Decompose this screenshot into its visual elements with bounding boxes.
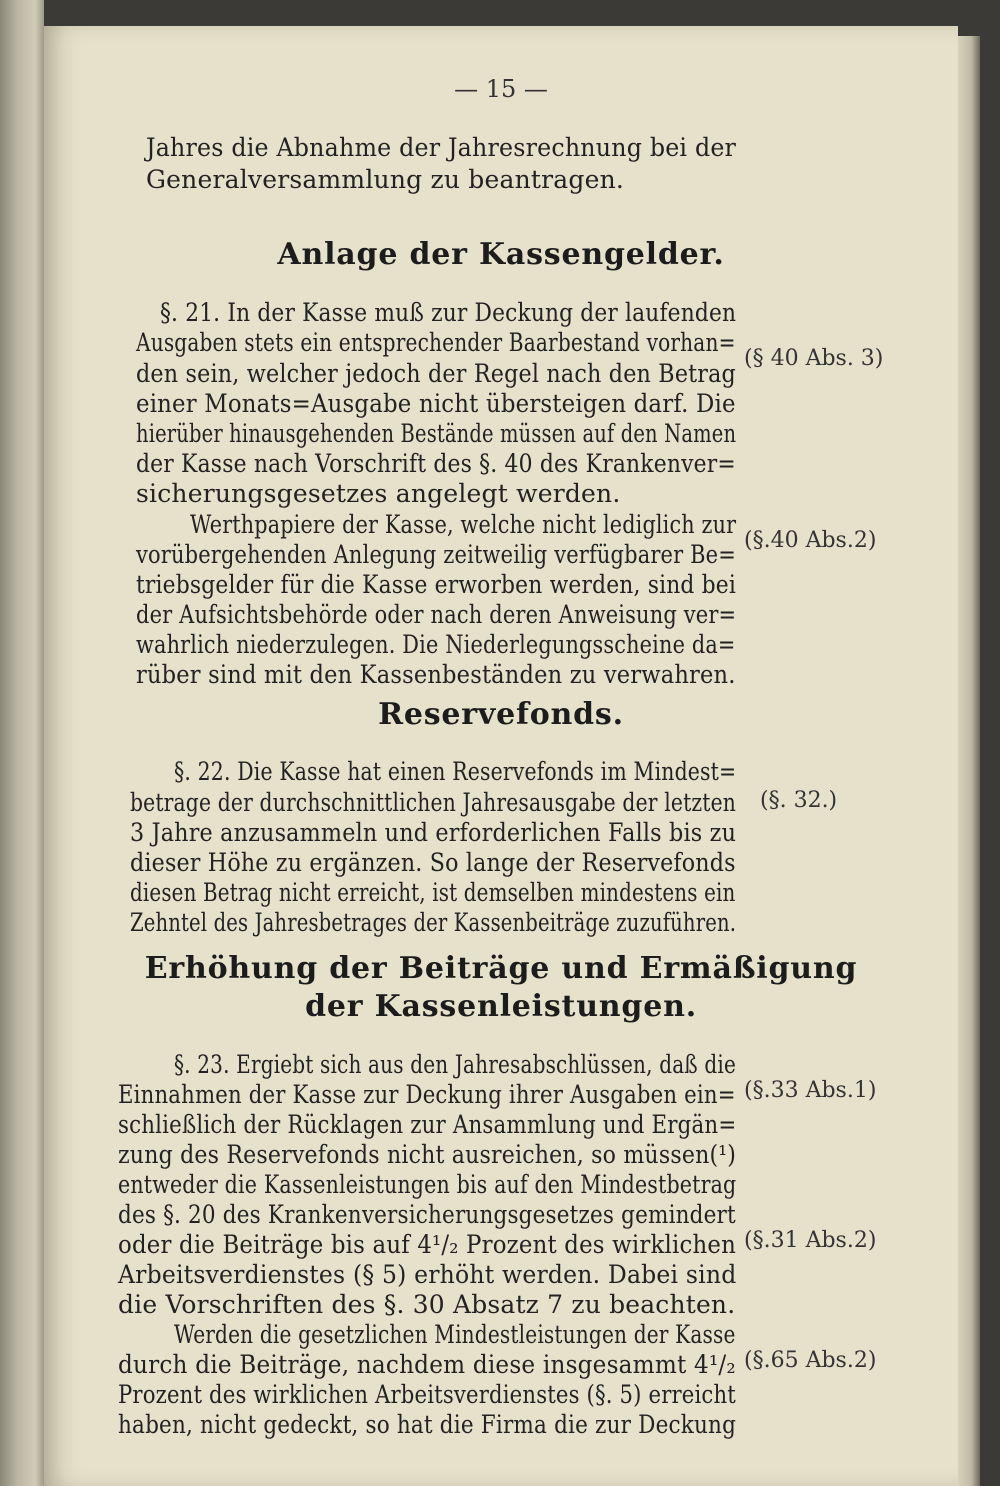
- book-page: [44, 26, 958, 1486]
- page-number: — 15 —: [454, 75, 548, 103]
- text-line: schließlich der Rücklagen zur Ansammlung und Ergän=: [118, 1110, 737, 1139]
- text-line: triebsgelder für die Kasse erworben werden, sind bei: [136, 570, 737, 599]
- text-line: einer Monats=Ausgabe nicht übersteigen darf. Die: [136, 389, 736, 418]
- text-line: des §. 20 des Krankenversicherungsgesetzes gemindert: [118, 1200, 736, 1229]
- text-line: oder die Beiträge bis auf 4¹/₂ Prozent des wirklichen: [118, 1230, 736, 1259]
- text-line: durch die Beiträge, nachdem diese insgesammt 4¹/₂: [118, 1350, 736, 1379]
- margin-note: (§.65 Abs.2): [744, 1348, 877, 1373]
- text-line: Ausgaben stets ein entsprechender Baarbestand vorhan=: [136, 328, 736, 357]
- text-line: rüber sind mit den Kassenbeständen zu verwahren.: [136, 660, 736, 689]
- text-line: §. 22. Die Kasse hat einen Reservefonds im Mindest=: [174, 757, 737, 786]
- text-line: vorübergehenden Anlegung zeitweilig verfügbarer Be=: [136, 540, 736, 569]
- section-heading: Reservefonds.: [378, 697, 624, 732]
- text-line: der Aufsichtsbehörde oder nach deren Anweisung ver=: [136, 600, 737, 629]
- text-line: Prozent des wirklichen Arbeitsverdienstes (§. 5) erreicht: [118, 1380, 736, 1409]
- text-line: 3 Jahre anzusammeln und erforderlichen Falls bis zu: [130, 818, 737, 847]
- text-line: entweder die Kassenleistungen bis auf den Mindestbetrag: [118, 1170, 737, 1199]
- text-line: §. 21. In der Kasse muß zur Deckung der laufenden: [160, 298, 737, 327]
- text-line: haben, nicht gedeckt, so hat die Firma die zur Deckung: [118, 1410, 737, 1439]
- text-line: Werthpapiere der Kasse, welche nicht lediglich zur: [190, 510, 737, 539]
- text-line: hierüber hinausgehenden Bestände müssen auf den Namen: [136, 419, 737, 448]
- margin-note: (§. 32.): [760, 788, 838, 813]
- text-line: betrage der durchschnittlichen Jahresausgabe der letzten: [130, 788, 736, 817]
- text-line: Arbeitsverdienstes (§ 5) erhöht werden. Dabei sind: [118, 1260, 737, 1289]
- text-line: zung des Reservefonds nicht ausreichen, so müssen(¹): [118, 1140, 737, 1169]
- margin-note: (§.33 Abs.1): [744, 1078, 877, 1103]
- text-line: sicherungsgesetzes angelegt werden.: [136, 479, 621, 508]
- margin-note: (§.40 Abs.2): [744, 528, 877, 553]
- margin-note: (§.31 Abs.2): [744, 1228, 877, 1253]
- text-line: Generalversammlung zu beantragen.: [146, 165, 625, 194]
- section-heading: Erhöhung der Beiträge und Ermäßigung: [144, 951, 858, 986]
- text-line: die Vorschriften des §. 30 Absatz 7 zu beachten.: [118, 1290, 736, 1319]
- text-line: wahrlich niederzulegen. Die Niederlegungsscheine da=: [136, 630, 736, 659]
- text-line: Einnahmen der Kasse zur Deckung ihrer Ausgaben ein=: [118, 1080, 736, 1109]
- text-line: Werden die gesetzlichen Mindestleistungen der Kasse: [174, 1320, 736, 1349]
- facing-page-edge: [0, 0, 44, 1486]
- section-heading: Anlage der Kassengelder.: [277, 237, 725, 272]
- text-line: den sein, welcher jedoch der Regel nach den Betrag: [136, 359, 736, 388]
- text-line: Jahres die Abnahme der Jahresrechnung bei der: [146, 133, 737, 162]
- margin-note: (§ 40 Abs. 3): [744, 346, 884, 371]
- text-line: diesen Betrag nicht erreicht, ist demselben mindestens ein: [130, 878, 736, 907]
- text-line: Zehntel des Jahresbetrages der Kassenbeiträge zuzuführen.: [130, 908, 737, 937]
- page-block-edge: [958, 36, 980, 1486]
- text-line: §. 23. Ergiebt sich aus den Jahresabschlüssen, daß die: [174, 1050, 736, 1079]
- section-heading-line-2: der Kassenleistungen.: [305, 989, 697, 1024]
- text-line: der Kasse nach Vorschrift des §. 40 des Krankenver=: [136, 449, 736, 478]
- text-line: dieser Höhe zu ergänzen. So lange der Reservefonds: [130, 848, 736, 877]
